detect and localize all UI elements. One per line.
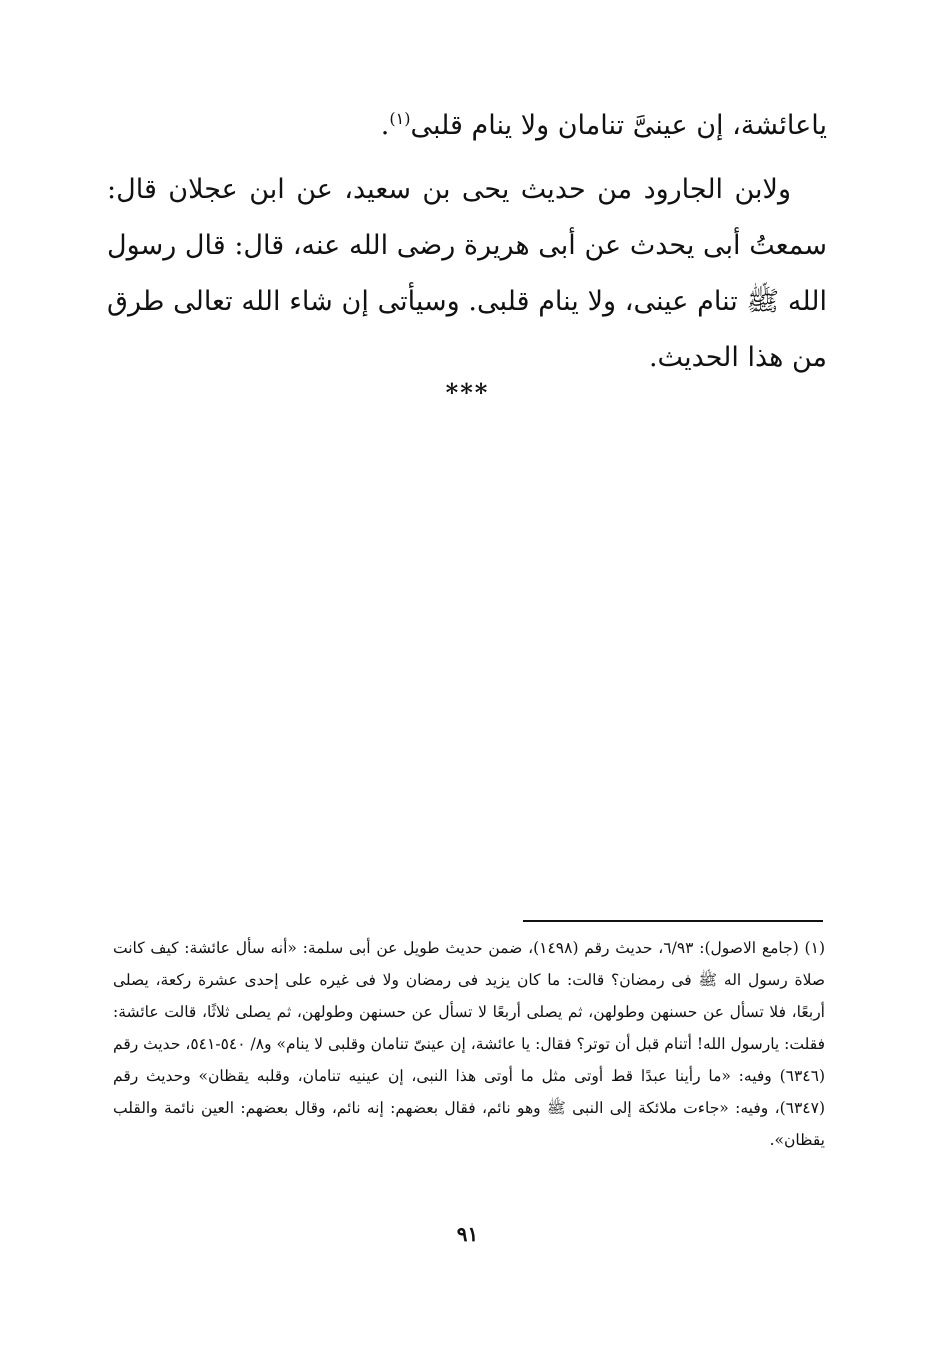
paragraph-1-text: ياعائشة، إن عينىَّ تنامان ولا ينام قلبى xyxy=(410,110,827,141)
footnote-reference[interactable]: (١) xyxy=(389,109,411,128)
paragraph-1-end: . xyxy=(380,110,390,141)
section-separator: *** xyxy=(445,378,490,407)
page-number: ٩١ xyxy=(456,1222,479,1246)
footnotes xyxy=(113,932,825,1156)
footnote-divider xyxy=(523,920,823,922)
footnote-1: (١) (جامع الاصول): ٦/٩٣، حديث رقم (١٤٩٨)، ضمن حديث طويل عن أبى سلمة: «أنه سأل عائشة: كيف كانت صلاة رسول اله ﷺ فى رمضان؟ قالت: ما كان يزيد فى رمضان ولا فى غيره على إحدى عشرة ركعة، يصلى أربعًا، فلا تسأل عن حسنهن وطولهن، ثم يصلى أربعًا لا تسأل عن حسنهن وطولهن، ثم يصلى ثلاثًا، قالت عائشة: فقلت: يارسول الله! أتنام قبل أن توتر؟ فقال: يا عائشة، إن عينىّ تنامان وقلبى لا ينام» و٨/ ٥٤٠-٥٤١، حديث رقم (٦٣٤٦) وفيه: «ما رأينا عبدًا قط أوتى مثل ما أوتى هذا النبى، إن عينيه تنامان، وقلبه يقظان» وحديث رقم (٦٣٤٧)، وفيه: «جاءت ملائكة إلى النبى ﷺ وهو نائم، فقال بعضهم: إنه نائم، وقال بعضهم: العين نائمة والقلب يقظان». xyxy=(113,939,825,1149)
paragraph-1 xyxy=(107,98,827,154)
paragraph-2: ولابن الجارود من حديث يحى بن سعيد، عن ابن عجلان قال: سمعتُ أبى يحدث عن أبى هريرة رضى الله عنه، قال: قال رسول الله ﷺ تنام عينى، ولا ينام قلبى. وسيأتى إن شاء الله تعالى طرق من هذا الحديث. xyxy=(107,174,827,373)
main-text xyxy=(107,98,827,386)
